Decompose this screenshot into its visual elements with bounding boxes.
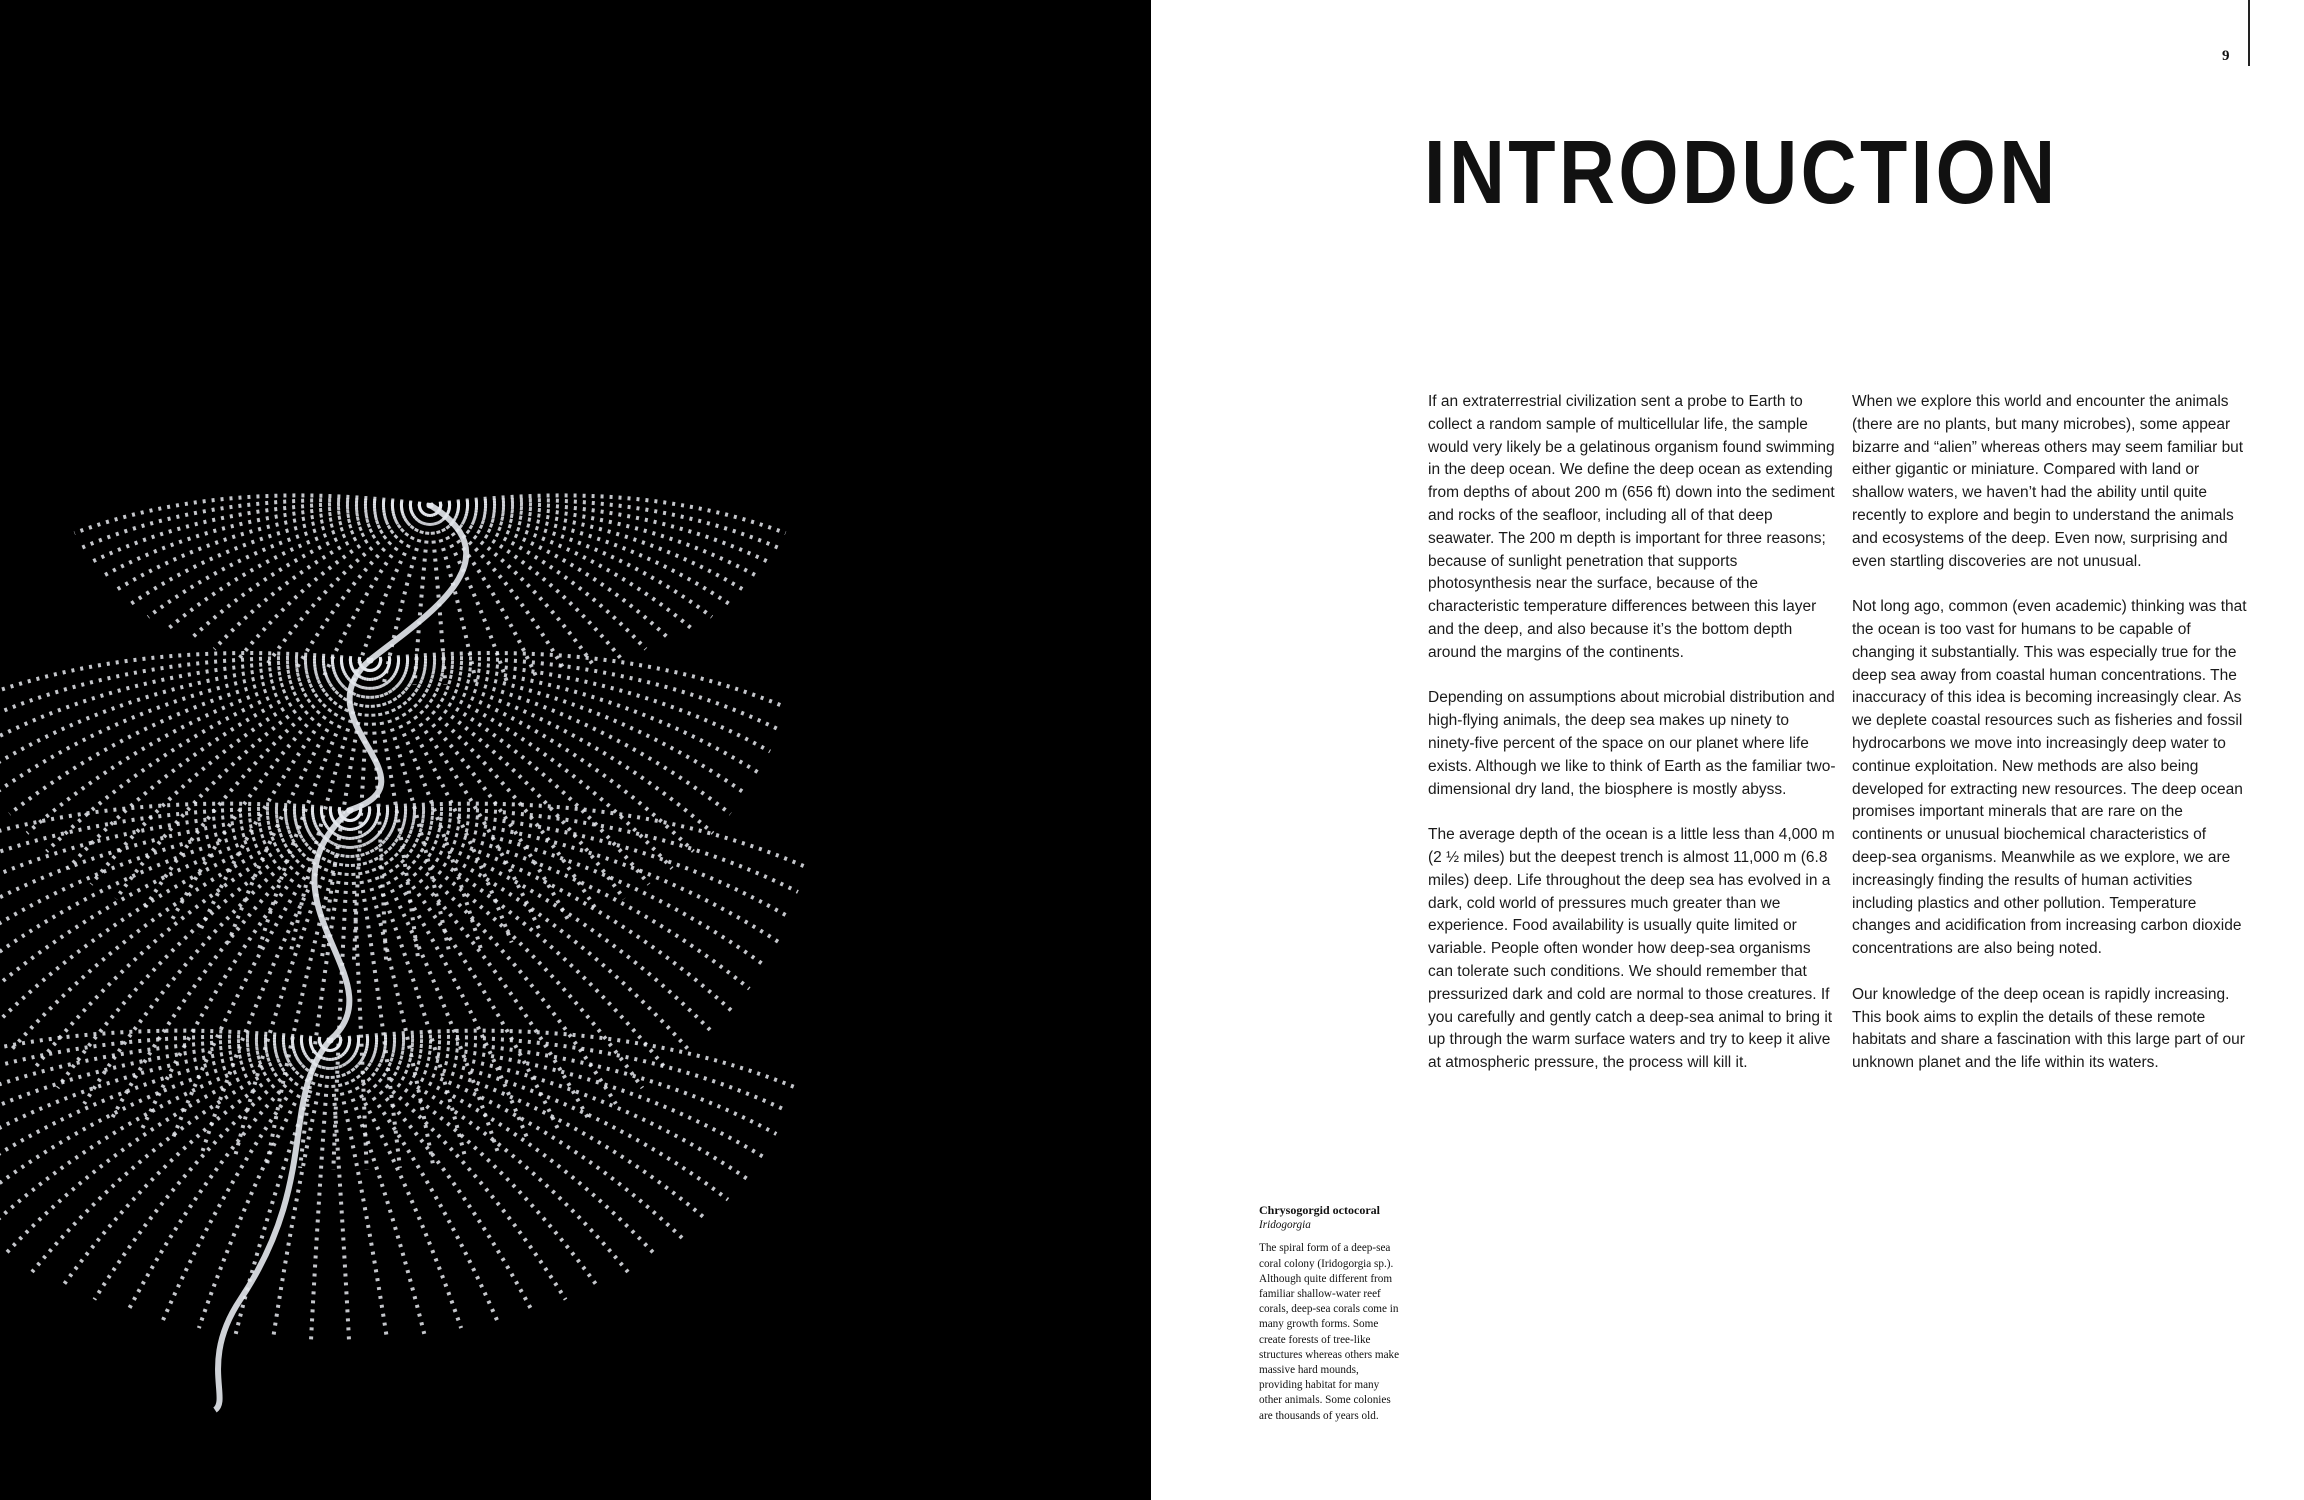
coral-branches: [0, 495, 804, 1339]
paragraph: Our knowledge of the deep ocean is rapidly increasing. This book aims to explin the details of these remote habitats and share a fascination with this large part of our unknown planet and the life within its waters.: [1852, 985, 2245, 1072]
coral-photo: [0, 0, 1151, 1500]
text-column-right: [1852, 391, 2248, 1098]
page-title: INTRODUCTION: [1424, 123, 2059, 223]
text-column-left: [1428, 391, 1838, 1098]
photo-caption: [1259, 1203, 1404, 1424]
paragraph: Not long ago, common (even academic) thinking was that the ocean is too vast for humans to be capable of changing it substantially. This was especially true for the deep sea away from coastal human concentrations. The inaccuracy of this idea is becoming increasingly clear. As we deplete coastal resources such as fisheries and fossil hydrocarbons we move into increasingly deep water to continue exploitation. New methods are also being developed for extracting new resources. The deep ocean promises important minerals that are rare on the continents or unusual biochemical characteristics of deep-sea organisms. Meanwhile as we explore, we are increasingly finding the results of human activities including plastics and other pollution. Temperature changes and acidification from increasing carbon dioxide concentrations are also being noted.: [1852, 598, 2247, 958]
paragraph: When we explore this world and encounter the animals (there are no plants, but many microbes), some appear bizarre and “alien” whereas others may seem familiar but either gigantic or miniature. Compared with land or shallow waters, we haven’t had the ability until quite recently to explore and begin to understand the animals and ecosystems of the deep. Even now, surprising and even startling discoveries are not unusual.: [1852, 393, 2244, 570]
page-edge-rule: [2248, 0, 2250, 66]
paragraph: Depending on assumptions about microbial distribution and high-flying animals, the deep sea makes up ninety to ninety-five percent of the space on our planet where life exists. Although we like to think of Earth as the familiar two-dimensional dry land, the biosphere is mostly abyss.: [1428, 689, 1836, 798]
paragraph: If an extraterrestrial civilization sent a probe to Earth to collect a random sample of multicellular life, the sample would very likely be a gelatinous organism found swimming in the deep ocean. We define the deep ocean as extending from depths of about 200 m (656 ft) down into the sediment and rocks of the seafloor, including all of that deep seawater. The 200 m depth is important for three reasons; because of sunlight penetration that supports photosynthesis near the surface, because of the characteristic temperature differences between this layer and the deep, and also because it’s the bottom depth around the margins of the continents.: [1428, 393, 1835, 661]
caption-scientific-name: Iridogorgia: [1259, 1219, 1311, 1232]
caption-title: Chrysogorgid octocoral: [1259, 1203, 1380, 1217]
coral-illustration: [0, 0, 1151, 1500]
paragraph: The average depth of the ocean is a little less than 4,000 m (2 ½ miles) but the deepest trench is almost 11,000 m (6.8 miles) deep. Life throughout the deep sea has evolved in a dark, cold world of pressures much greater than we experience. Food availability is usually quite limited or variable. People often wonder how deep-sea organisms can tolerate such conditions. We should remember that pressurized dark and cold are normal to those creatures. If you carefully and gently catch a deep-sea animal to bring it up through the warm surface waters and try to keep it alive at atmospheric pressure, the process will kill it.: [1428, 826, 1835, 1072]
page-number: 9: [2222, 48, 2230, 64]
caption-body: The spiral form of a deep-sea coral colony (Iridogorgia sp.). Although quite different from familiar shallow-water reef corals, deep-sea corals come in many growth forms. Some create forests of tree-like structures whereas others make massive hard mounds, providing habitat for many other animals. Some colonies are thousands of years old.: [1259, 1242, 1400, 1422]
